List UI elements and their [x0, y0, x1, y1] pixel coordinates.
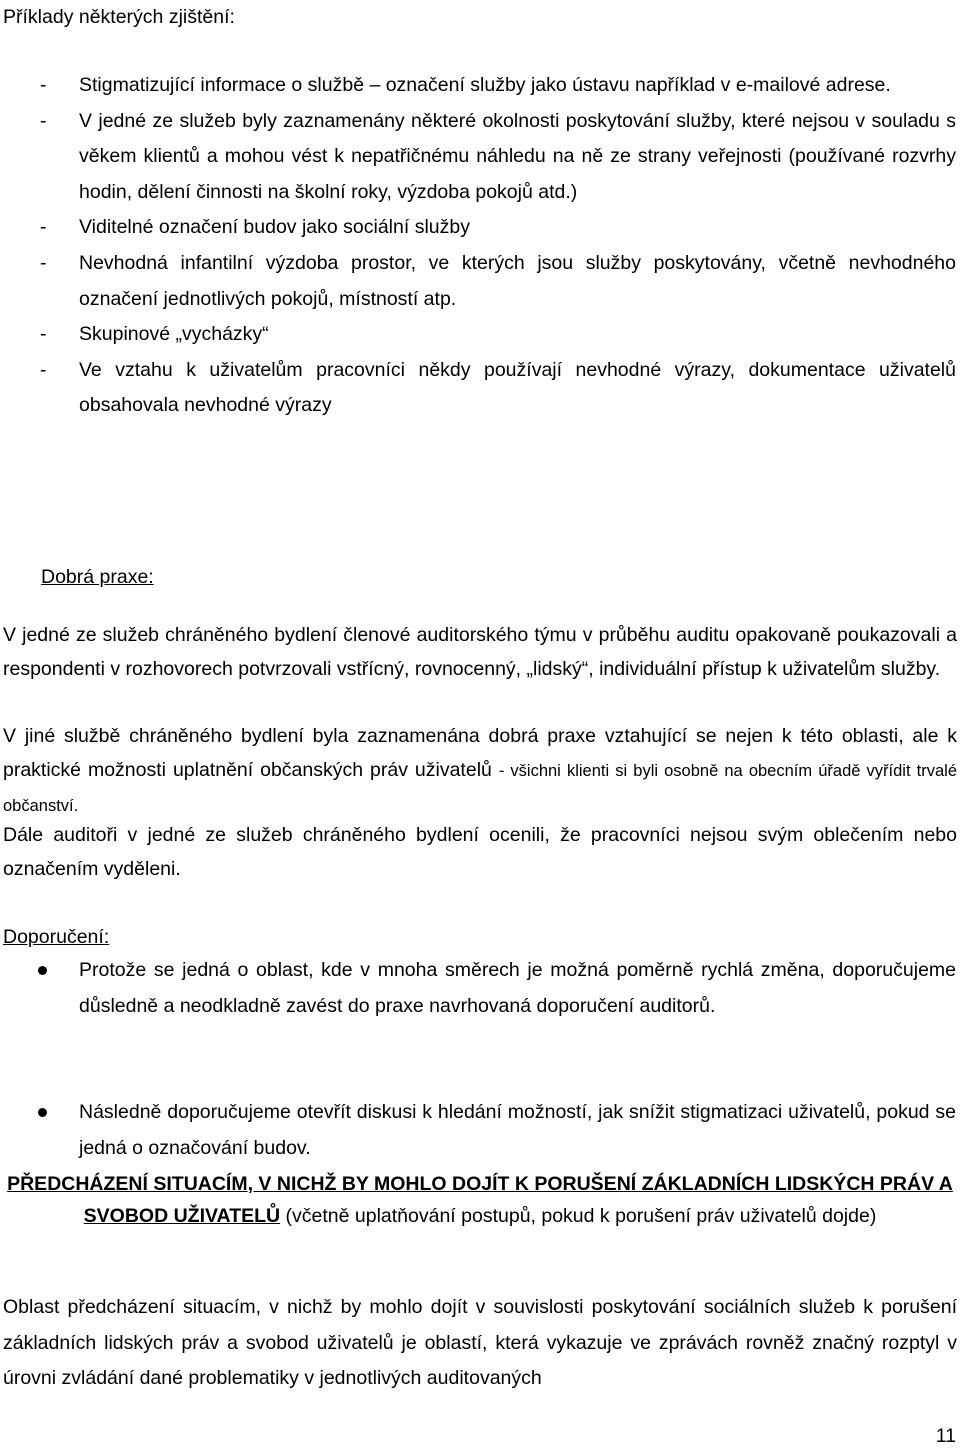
good-practice-heading: Dobrá praxe:	[41, 566, 154, 588]
section-title	[0, 1168, 960, 1232]
good-practice-paragraph-3: Dále auditoři v jedné ze služeb chráněného bydlení ocenili, že pracovníci nejsou svým oblečením nebo označením vyděleni.	[3, 824, 957, 880]
recommendation-item	[0, 953, 960, 1024]
finding-item	[0, 68, 960, 104]
dash-marker: -	[40, 109, 47, 132]
dash-marker: -	[40, 74, 47, 96]
recommendation-text: Protože se jedná o oblast, kde v mnoha směrech je možná poměrně rychlá změna, doporučujeme důsledně a neodkladně zavést do praxe navrhovaná doporučení auditorů.	[79, 959, 956, 1017]
finding-item	[0, 246, 960, 317]
section-title-bold: PŘEDCHÁZENÍ SITUACÍM, V NICHŽ BY MOHLO DOJÍT K PORUŠENÍ ZÁKLADNÍCH LIDSKÝCH PRÁV A SVOBOD UŽIVATELŮ	[7, 1173, 953, 1227]
bullet-icon	[38, 966, 47, 975]
finding-text: Viditelné označení budov jako sociální služby	[79, 216, 470, 239]
finding-text: Ve vztahu k uživatelům pracovníci někdy používají nevhodné výrazy, dokumentace uživatelů obsahovala nevhodné výrazy	[79, 358, 956, 417]
bullet-icon	[38, 1108, 47, 1117]
dash-marker: -	[40, 358, 47, 381]
finding-text: Nevhodná infantilní výzdoba prostor, ve kterých jsou služby poskytovány, včetně nevhodného označení jednotlivých pokojů, místností atp.	[79, 251, 956, 310]
finding-item	[0, 210, 960, 246]
section-body: Oblast předcházení situacím, v nichž by mohlo dojít v souvislosti poskytování sociálních služeb k porušení základních lidských práv a svobod uživatelů je oblastí, která vykazuje ve zprávách rovněž značný rozptyl v úrovni zvládání dané problematiky v jednotlivých auditovaných	[3, 1296, 957, 1389]
good-practice-paragraph-2-note: - všichni klienti si byli osobně na obecním úřadě vyřídit trvalé občanství.	[3, 762, 957, 815]
recommendations-list-1	[0, 953, 960, 1024]
finding-item	[0, 353, 960, 424]
finding-item	[0, 104, 960, 211]
finding-item	[0, 317, 960, 353]
finding-text: Skupinové „vycházky“	[79, 323, 269, 346]
section-title-rest: (včetně uplatňování postupů, pokud k porušení práv uživatelů dojde)	[280, 1205, 877, 1227]
good-practice-paragraph-2	[3, 719, 957, 823]
finding-text: V jedné ze služeb byly zaznamenány některé okolnosti poskytování služby, které nejsou v souladu s věkem klientů a mohou vést k nepatřičnému náhledu na ně ze strany veřejnosti (používané rozvrhy hodin, dělení činnosti na školní roky, výzdoba pokojů atd.)	[79, 109, 956, 203]
good-practice-paragraph-1: V jedné ze služeb chráněného bydlení členové auditorského týmu v průběhu auditu opakovaně poukazovali a respondenti v rozhovorech potvrzovali vstřícný, rovnocenný, „lidský“, individuální přístup k uživatelům služby.	[3, 624, 957, 680]
recommendation-text: Následně doporučujeme otevřít diskusi k hledání možností, jak snížit stigmatizaci uživatelů, pokud se jedná o označování budov.	[79, 1101, 956, 1159]
dash-marker: -	[40, 251, 47, 274]
good-practice-paragraph-2-main: V jiné službě chráněného bydlení byla zaznamenána dobrá praxe vztahující se nejen k této oblasti, ale k praktické možnosti uplatnění občanských práv uživatelů	[3, 725, 957, 781]
page-number: 11	[935, 1425, 956, 1447]
intro-text: Příklady některých zjištění:	[3, 6, 235, 28]
finding-text: Stigmatizující informace o službě – označení služby jako ústavu například v e-mailové adrese.	[79, 74, 891, 96]
dash-marker: -	[40, 216, 47, 239]
recommendations-heading: Doporučení:	[3, 926, 110, 948]
recommendations-list-2	[0, 1095, 960, 1166]
findings-list	[0, 68, 960, 424]
recommendation-item	[0, 1095, 960, 1166]
dash-marker: -	[40, 323, 47, 346]
